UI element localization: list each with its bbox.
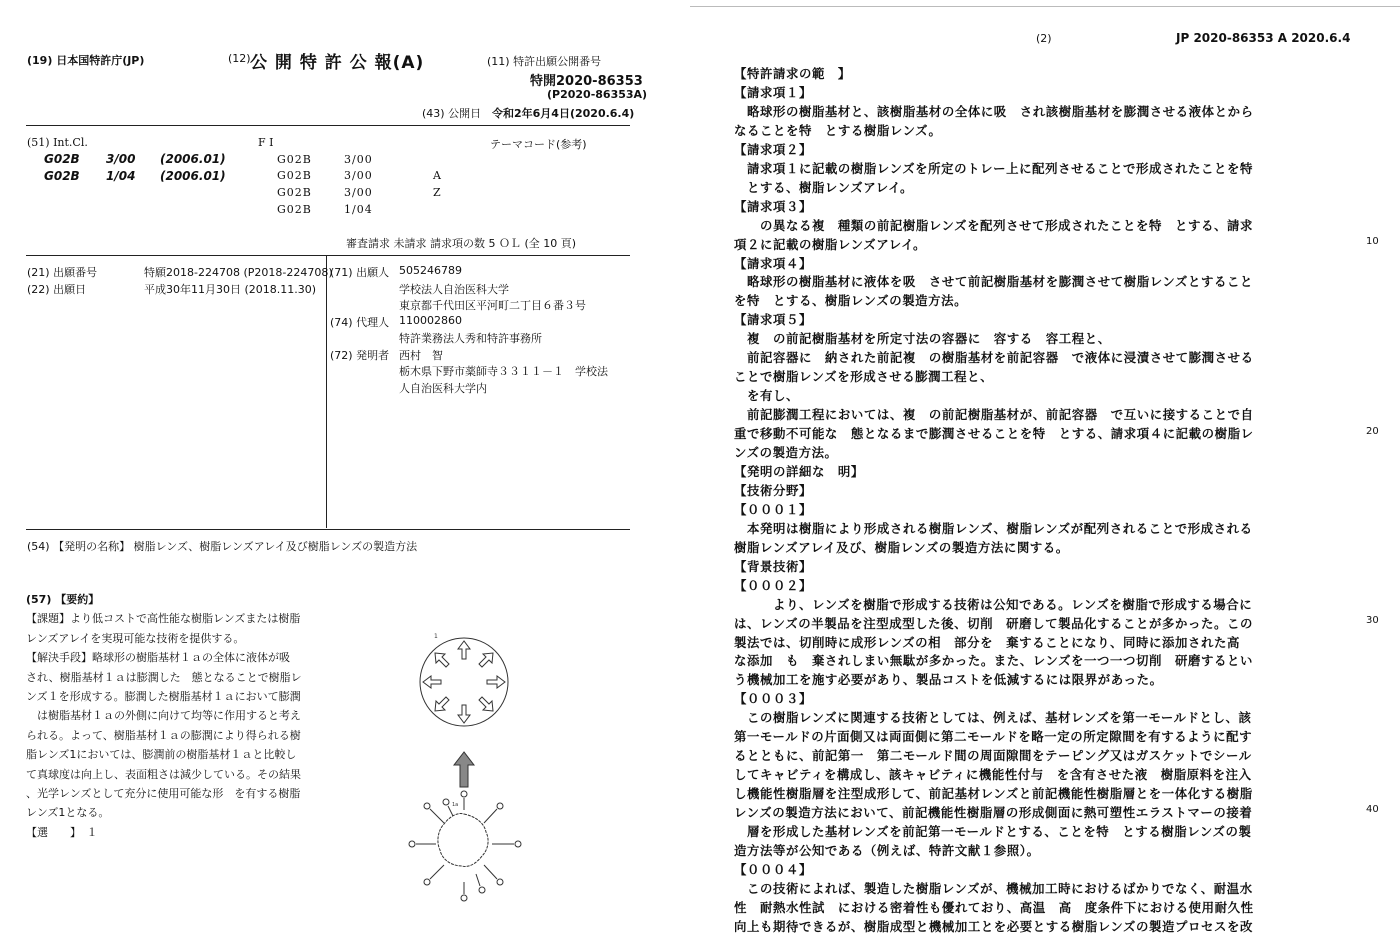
- line-number: 30: [1366, 615, 1379, 626]
- classification-rule: [26, 255, 630, 256]
- claims-text-line: 【０００３】: [734, 691, 812, 707]
- invention-title-label: (54) 【発明の名称】: [27, 540, 131, 553]
- claims-text-line: 【請求項５】: [734, 312, 812, 328]
- pub-date-label: (43) 公開日: [422, 107, 482, 120]
- fi-code: G02B: [277, 186, 312, 199]
- claims-text-line: を特 とする、樹脂レンズの製造方法。: [734, 293, 968, 309]
- inventor-address: 栃木県下野市薬師寺３３１１－１ 学校法: [399, 365, 608, 378]
- pub-date: 令和2年6月4日(2020.6.4): [492, 107, 635, 120]
- claims-text-line: な添加 も 棄されしまい無駄が多かった。また、レンズを一つ一つ切削 研磨するとい: [734, 653, 1253, 669]
- intcl-year: (2006.01): [160, 169, 226, 183]
- pub-number-alt: (P2020-86353A): [547, 88, 648, 101]
- claims-text-line: レンズの製造方法において、前記機能性樹脂層の形成側面に熱可塑性エラストマーの接着: [734, 805, 1253, 821]
- line-number: 40: [1366, 804, 1379, 815]
- process-arrow-icon: [454, 752, 474, 787]
- claims-text-line: 【技術分野】: [734, 482, 812, 498]
- claims-text-line: う機械加工を施す必要があり、製品コストを低減するには限界があった。: [734, 672, 1163, 688]
- intcl-year: (2006.01): [160, 152, 226, 166]
- claims-text-line: 前記膨潤工程においては、複 の前記樹脂基材が、前記容器 で互いに接することで自: [734, 407, 1254, 423]
- line-number: 20: [1366, 426, 1379, 437]
- abstract-line: 【選 】 １: [26, 825, 98, 839]
- claims-text-line: は、レンズの半製品を注型成型した後、切削 研磨して製品化することが多かった。この: [734, 615, 1253, 631]
- intcl-label: (51) Int.Cl.: [27, 136, 88, 149]
- claims-text-line: 【発明の詳細な 明】: [734, 463, 864, 479]
- claims-text-line: この樹脂レンズに関連する技術としては、例えば、基材レンズを第一モールドとし、該: [734, 710, 1252, 726]
- claims-text-line: 重で移動不可能な 態となるまで膨潤させることを特 とする、請求項４に記載の樹脂レ: [734, 426, 1254, 442]
- inventor-name: 西村 智: [399, 349, 443, 362]
- claims-text-line: 第一モールドの片面側又は両面側に第二モールドを略一定の所定隙間を有するように配す: [734, 729, 1253, 745]
- figure-label: 1: [434, 633, 438, 640]
- claims-text-line: 【０００１】: [734, 501, 812, 517]
- abstract-label: (57) 【要約】: [26, 593, 100, 606]
- applicant-label: (71) 出願人: [330, 266, 390, 279]
- claims-text-line: し機能性樹脂層を注型成形して、前記基材レンズと前記機能性樹脂層とを一体化する樹脂: [734, 786, 1253, 802]
- agent-label: (74) 代理人: [330, 316, 390, 329]
- fi-code: G02B: [277, 169, 312, 182]
- applicant-name: 学校法人自治医科大学: [399, 283, 509, 296]
- abstract-line: 【課題】より低コストで高性能な樹脂レンズまたは樹脂: [26, 612, 301, 626]
- agent-id: 110002860: [399, 314, 462, 327]
- claims-text-line: してキャビティを構成し、該キャビティに機能性付与 を含有させた液 樹脂原料を注入: [734, 767, 1252, 783]
- fi-code: G02B: [277, 203, 312, 216]
- applicant-address: 東京都千代田区平河町二丁目６番３号: [399, 299, 586, 312]
- abstract-line: 脂レンズ1においては、膨潤前の樹脂基材１ａと比較し: [26, 748, 297, 762]
- claims-text-line: 【請求項１】: [734, 84, 812, 100]
- claims-text-line: 【０００２】: [734, 577, 812, 593]
- abstract-line: 【解決手段】略球形の樹脂基材１ａの全体に液体が吸: [26, 651, 290, 665]
- abstract-line: レンズアレイを実現可能な技術を提供する。: [26, 631, 245, 645]
- invention-title-row: [27, 538, 417, 554]
- fi-group: 3/00: [344, 153, 373, 166]
- claims-text-line: 略球形の樹脂基材に液体を吸 させて前記樹脂基材を膨潤させて樹脂レンズとすること: [734, 274, 1253, 290]
- page-number: (2): [1036, 32, 1052, 45]
- claims-text-line: 【請求項４】: [734, 255, 812, 271]
- front-page: [0, 0, 690, 929]
- pub-number-label: (11) 特許出願公開番号: [487, 55, 602, 68]
- app-number-label: (21) 出願番号: [27, 266, 98, 279]
- header-rule: [26, 125, 630, 126]
- doc-reference: JP 2020-86353 A 2020.6.4: [1176, 31, 1351, 45]
- claims-text-line: 【背景技術】: [734, 558, 812, 574]
- application-rule: [26, 529, 630, 530]
- claims-text-line: 【請求項３】: [734, 198, 812, 214]
- doc-type-code: (12): [228, 52, 251, 65]
- column-divider: [326, 256, 327, 528]
- claims-text-line: の異なる複 種類の前記樹脂レンズを配列させて形成されたことを特 とする、請求: [734, 217, 1253, 233]
- claims-text-line: 複 の前記樹脂基材を所定寸法の容器に 容する 容工程と、: [734, 331, 1111, 347]
- abstract-line: され、樹脂基材１ａは膨潤した 態となることで樹脂レ: [26, 670, 302, 684]
- invention-title: 樹脂レンズ、樹脂レンズアレイ及び樹脂レンズの製造方法: [133, 540, 418, 553]
- agent-name: 特許業務法人秀和特許事務所: [399, 332, 542, 345]
- claims-text-line: より、レンズを樹脂で形成する技術は公知である。レンズを樹脂で形成する場合に: [734, 596, 1253, 612]
- abstract-line: て真球度は向上し、表面粗さは減少している。その結果: [26, 767, 301, 781]
- intcl-group: 1/04: [106, 169, 136, 183]
- doc-type-title: 公 開 特 許 公 報(A): [250, 53, 425, 73]
- page-top-rule: [690, 6, 1400, 7]
- app-number: 特願2018-224708 (P2018-224708): [144, 266, 333, 279]
- filing-date: 平成30年11月30日 (2018.11.30): [144, 283, 317, 296]
- claims-text-line: 【特許請求の範 】: [734, 66, 851, 81]
- inventor-address-cont: 人自治医科大学内: [399, 382, 487, 395]
- abstract: [26, 590, 330, 842]
- filing-date-label: (22) 出願日: [27, 283, 87, 296]
- claims-text-line: ンズの製造方法。: [734, 445, 838, 460]
- claims-text-line: 性 耐熱水性試 における密着性も優れており、高温 高 度条件下における使用耐久性: [734, 899, 1254, 915]
- line-number: 10: [1366, 236, 1379, 247]
- claims-text-line: ことで樹脂レンズを形成させる膨潤工程と、: [734, 369, 994, 385]
- intcl-code: G02B: [44, 169, 80, 183]
- claims-text-line: 樹脂レンズアレイ及び、樹脂レンズの製造方法に関する。: [734, 539, 1069, 555]
- fi-group: 1/04: [344, 203, 373, 216]
- abstract-line: 、光学レンズとして充分に使用可能な形 を有する樹脂: [26, 787, 301, 801]
- fi-code: G02B: [277, 153, 312, 166]
- claims-text-line: とする、樹脂レンズアレイ。: [734, 179, 913, 195]
- claims-text-line: 項２に記載の樹脂レンズアレイ。: [734, 236, 926, 252]
- claims-text-line: 層を形成した基材レンズを前記第一モールドとする、ことを特 とする樹脂レンズの製: [734, 824, 1252, 839]
- intcl-group: 3/00: [106, 152, 136, 166]
- claims-text-line: るとともに、前記第一 第二モールド間の周面隙間をテーピング又はガスケットでシール: [734, 748, 1252, 764]
- abstract-line: レンズ1となる。: [26, 806, 110, 820]
- intcl-code: G02B: [44, 152, 80, 166]
- claims-text-line: なることを特 とする樹脂レンズ。: [734, 122, 942, 138]
- fi-label: F I: [258, 136, 274, 149]
- claims-text-line: を有し、: [734, 388, 799, 404]
- claims-text-line: 前記容器に 納された前記複 の樹脂基材を前記容器 で液体に浸漬させて膨潤させる: [734, 350, 1254, 366]
- office-name: (19) 日本国特許庁(JP): [27, 54, 145, 67]
- theme-code-label: テーマコード(参考): [490, 138, 587, 151]
- figure-label: 1a: [452, 802, 459, 808]
- claims-text-line: 本発明は樹脂により形成される樹脂レンズ、樹脂レンズが配列されることで形成される: [734, 520, 1253, 536]
- fi-suffix: A: [433, 169, 442, 182]
- claims-page: [690, 0, 1400, 934]
- claims-text-line: 【０００４】: [734, 861, 812, 877]
- representative-drawing: [400, 620, 550, 920]
- inventor-label: (72) 発明者: [330, 349, 390, 362]
- claims-text-line: 向上も期待できるが、樹脂成型と機械加工とを必要とする樹脂レンズの製造プロセスを改: [734, 918, 1253, 934]
- claims-text-line: 造方法等が公知である（例えば、特許文献１参照）。: [734, 842, 1040, 858]
- abstract-line: られる。よって、樹脂基材１ａの膨潤により得られる樹: [26, 728, 301, 742]
- claims-text-line: この技術によれば、製造した樹脂レンズが、機械加工時におけるばかりでなく、耐温水: [734, 880, 1253, 896]
- applicant-id: 505246789: [399, 264, 462, 277]
- fi-group: 3/00: [344, 169, 373, 182]
- claims-text-line: 請求項１に記載の樹脂レンズを所定のトレー上に配列させることで形成されたことを特: [734, 160, 1253, 176]
- abstract-line: ンズ１を形成する。膨潤した樹脂基材１ａにおいて膨潤: [26, 690, 301, 704]
- resin-base-figure: [438, 813, 488, 866]
- exam-status: 審査請求 未請求 請求項の数 5 ＯＬ (全 10 頁): [346, 237, 577, 250]
- pub-number: 特開2020-86353: [530, 74, 643, 89]
- abstract-line: は樹脂基材１ａの外側に向けて均等に作用すると考え: [26, 709, 301, 723]
- fi-suffix: Z: [433, 186, 442, 199]
- claims-text-line: 【請求項２】: [734, 141, 812, 157]
- fi-group: 3/00: [344, 186, 373, 199]
- claims-text-line: 略球形の樹脂基材と、該樹脂基材の全体に吸 され該樹脂基材を膨潤させる液体とから: [734, 103, 1254, 119]
- claims-text-line: 製法では、切削時に成形レンズの相 部分を 棄することになり、同時に添加された高: [734, 634, 1240, 650]
